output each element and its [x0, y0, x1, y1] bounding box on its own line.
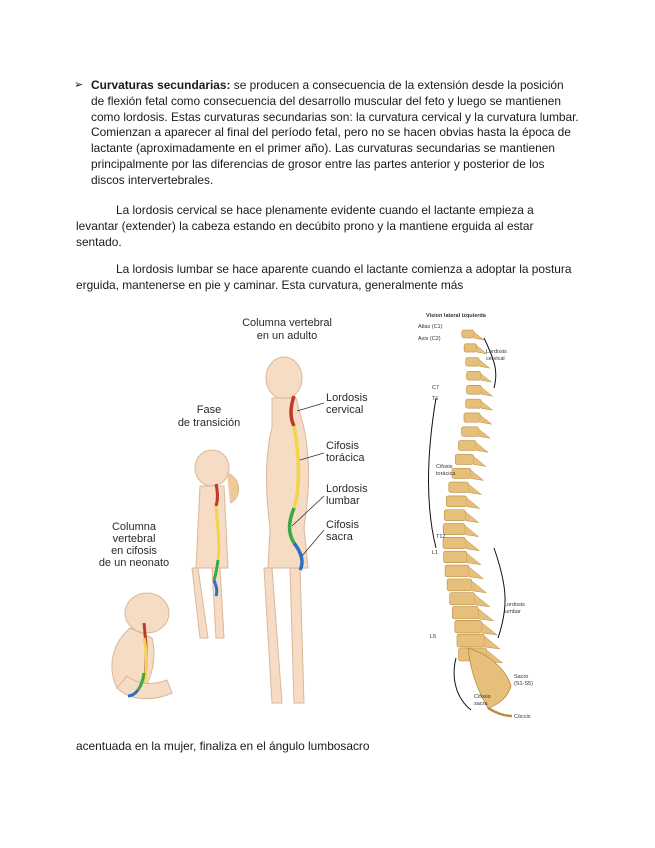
vertebra-body — [444, 551, 467, 562]
vertebra-body — [466, 399, 481, 408]
vertebra-body — [443, 524, 465, 535]
label-cifosis-sacra-1: Cifosis — [326, 519, 360, 531]
vertebra-process — [475, 595, 490, 607]
label-transition-1: Fase — [196, 404, 222, 416]
vertebra-process — [480, 415, 492, 424]
vertebra-body — [446, 496, 466, 507]
vertebra-process — [469, 567, 483, 579]
vertebra-process — [481, 401, 492, 410]
vertebra-body — [450, 593, 475, 605]
vertebra-process — [481, 373, 492, 382]
vertebra-process — [471, 470, 484, 480]
label-atlas: Atlas (C1) — [418, 324, 443, 330]
paragraph-cervical — [76, 203, 576, 250]
vertebra-body — [443, 537, 465, 548]
vertebra-body — [462, 330, 474, 338]
label-adult-1: Columna vertebral — [242, 317, 332, 329]
label-r-lordosis-cervical-1: Lordosis — [486, 349, 507, 355]
vertebra-body — [467, 385, 482, 394]
vertebra-body — [455, 620, 482, 633]
label-neonate-3: en cifosis — [111, 545, 157, 557]
vertebra-process — [474, 456, 486, 466]
label-r-lordosis-lumbar-2: lumbar — [504, 609, 521, 615]
bullet-bold-heading: Curvaturas secundarias: — [91, 78, 231, 92]
label-cifosis-toracica-1: Cifosis — [326, 440, 360, 452]
label-r-sacro-1: Sacro — [514, 674, 529, 680]
paragraph-final-text: acentuada en la mujer, finaliza en el ángulo lumbosacro — [76, 739, 370, 753]
vertebra-process — [465, 526, 479, 537]
vertebra-body — [464, 344, 477, 352]
label-r-coccix: Cóccix — [514, 714, 531, 720]
vertebra-process — [478, 609, 493, 621]
label-neonate-1: Columna — [111, 521, 157, 533]
label-cifosis-toracica-2: torácica — [326, 452, 365, 464]
vertebra-process — [467, 553, 481, 564]
label-r-lordosis-cervical-2: cervical — [486, 356, 505, 362]
label-r-cifosis-sacra-2: sacra — [474, 701, 488, 707]
label-adult-2: en un adulto — [256, 330, 318, 342]
vertebra-body — [455, 454, 473, 464]
vertebra-body — [457, 634, 484, 647]
label-r-cifosis-toracica-1: Cifosis — [436, 464, 453, 470]
coccyx-shape — [488, 708, 512, 716]
vertebra-body — [449, 482, 469, 492]
vertebra-body — [467, 371, 481, 380]
paragraph-lumbar-text: La lordosis lumbar se hace aparente cuando el lactante comienza a adoptar la postura erguida, mantenerse en pie y caminar. Esta curvatura, generalmente más — [76, 262, 572, 292]
label-lordosis-cervical-1: Lordosis — [326, 392, 368, 404]
label-l1: L1 — [432, 550, 439, 556]
paragraph-final — [76, 739, 576, 755]
label-r-sacro-2: (S1-S5) — [514, 681, 533, 687]
neonate-illustration — [112, 593, 172, 699]
vertebra-process — [481, 622, 496, 635]
vertebra-process — [481, 387, 492, 396]
vertebra-body — [447, 579, 472, 591]
paragraph-cervical-text: La lordosis cervical se hace plenamente evidente cuando el lactante empieza a levantar (extender) la cabeza estando en decúbito prono y la mantiene erguida al estar sentado. — [76, 203, 534, 249]
vertebra-process — [478, 429, 490, 439]
vertebra-process — [476, 443, 488, 453]
bullet-text — [91, 78, 580, 189]
label-t12: T12 — [436, 534, 446, 540]
label-axis: Axis (C2) — [418, 336, 441, 342]
label-neonate-2: vertebral — [112, 533, 156, 545]
adult-illustration — [264, 357, 324, 703]
vertebra-body — [444, 510, 465, 521]
arrow-bullet-icon: ➢ — [74, 79, 84, 91]
label-t1: T1 — [432, 396, 439, 402]
spine-development-figure — [72, 308, 392, 713]
label-r-lordosis-lumbar-1: Lordosis — [504, 602, 525, 608]
label-r-cifosis-toracica-2: torácica — [436, 471, 456, 477]
label-c7: C7 — [432, 385, 440, 391]
vertebra-body — [464, 413, 480, 422]
bullet-paragraph — [74, 78, 580, 189]
vertebra-body — [466, 358, 479, 366]
vertebra-body — [445, 565, 469, 577]
label-l5: L5 — [430, 634, 437, 640]
vertebrae-group — [443, 330, 503, 663]
vertebra-process — [472, 581, 487, 593]
vertebra-process — [484, 636, 500, 649]
vertebra-process — [467, 498, 480, 509]
vertebra-process — [468, 484, 481, 494]
bullet-body: se producen a consecuencia de la extensión desde la posición de flexión fetal como consecuencia del desarrollo muscular del feto y luego se mantienen como lordosis. Estas curvaturas secundarias son: la curvatura cervical y la curvatura lumbar. Comienzan a aparecer al final del período fetal, pero no se hacen obvias hasta la época de lactante (aproximadamente en el primer año). Las curvaturas secundarias se mantienen principalmente por las diferencias de grosor entre las partes anterior y posterior de los discos intervertebrales. — [91, 78, 579, 187]
vertebra-process — [465, 539, 479, 550]
label-lordosis-cervical-2: cervical — [326, 404, 364, 416]
transition-illustration — [192, 450, 239, 638]
vertebra-body — [459, 441, 477, 451]
label-r-cifosis-sacra-1: Cifosis — [474, 694, 491, 700]
label-lordosis-lumbar-2: lumbar — [326, 495, 360, 507]
label-neonate-4: de un neonato — [98, 557, 170, 569]
paragraph-lumbar — [76, 262, 576, 294]
lateral-spine-figure — [396, 308, 541, 720]
vertebra-body — [462, 427, 479, 437]
label-spine-title: Vision lateral izquierda — [426, 313, 486, 319]
label-lordosis-lumbar-1: Lordosis — [326, 483, 368, 495]
label-transition-2: de transición — [177, 417, 241, 429]
vertebra-process — [474, 332, 484, 340]
label-cifosis-sacra-2: sacra — [326, 531, 353, 543]
vertebra-body — [452, 607, 478, 619]
vertebra-process — [465, 512, 478, 523]
